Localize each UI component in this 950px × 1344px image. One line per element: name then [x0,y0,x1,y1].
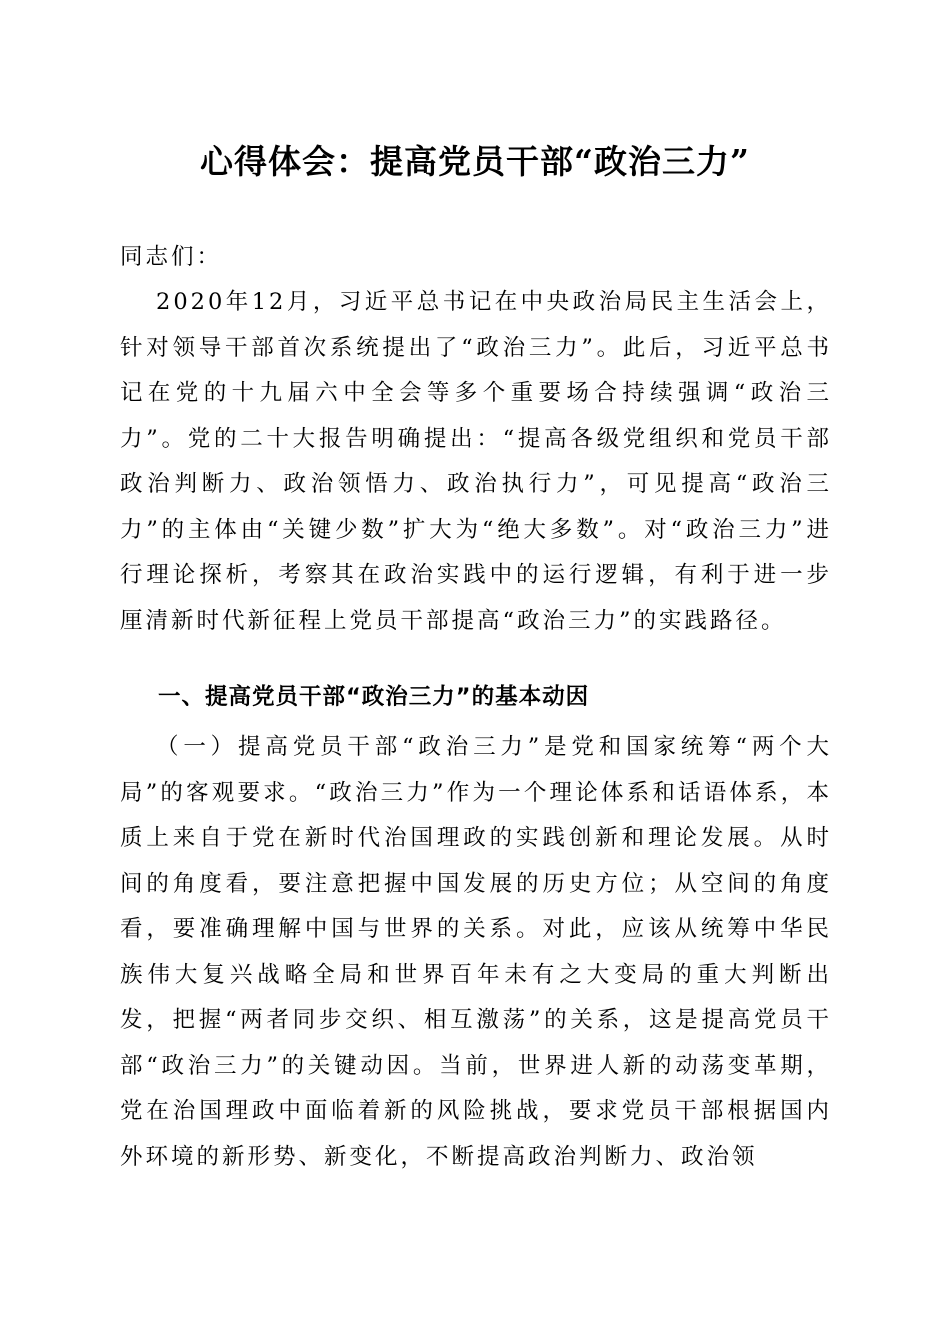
paragraph-section-1-1: （一）提高党员干部“政治三力”是党和国家统筹“两个大局”的客观要求。“政治三力”作为一个理论体系和话语体系，本质上来自于党在新时代治国理政的实践创新和理论发展。从时间的角度看，要注意把握中国发展的历史方位；从空间的角度看，要准确理解中国与世界的关系。对此，应该从统筹中华民族伟大复兴战略全局和世界百年未有之大变局的重大判断出发，把握“两者同步交织、相互激荡”的关系，这是提高党员干部“政治三力”的关键动因。当前，世界进人新的动荡变革期，党在治国理政中面临着新的风险挑战，要求党员干部根据国内外环境的新形势、新变化，不断提高政治判断力、政治领 [120,734,832,1170]
paragraph-intro: 2020年12月，习近平总书记在中央政治局民主生活会上，针对领导干部首次系统提出了“政治三力”。此后，习近平总书记在党的十九届六中全会等多个重要场合持续强调“政治三力”。党的二十大报告明确提出：“提高各级党组织和党员干部政治判断力、政治领悟力、政治执行力”，可见提高“政治三力”的主体由“关键少数”扩大为“绝大多数”。对“政治三力”进行理论探析，考察其在政治实践中的运行逻辑，有利于进一步厘清新时代新征程上党员干部提高“政治三力”的实践路径。 [120,289,832,634]
salutation: 同志们： [120,244,223,270]
section-heading-1: 一、提高党员干部“政治三力”的基本动因 [158,684,590,710]
document-title: 心得体会：提高党员干部“政治三力” [200,142,750,181]
